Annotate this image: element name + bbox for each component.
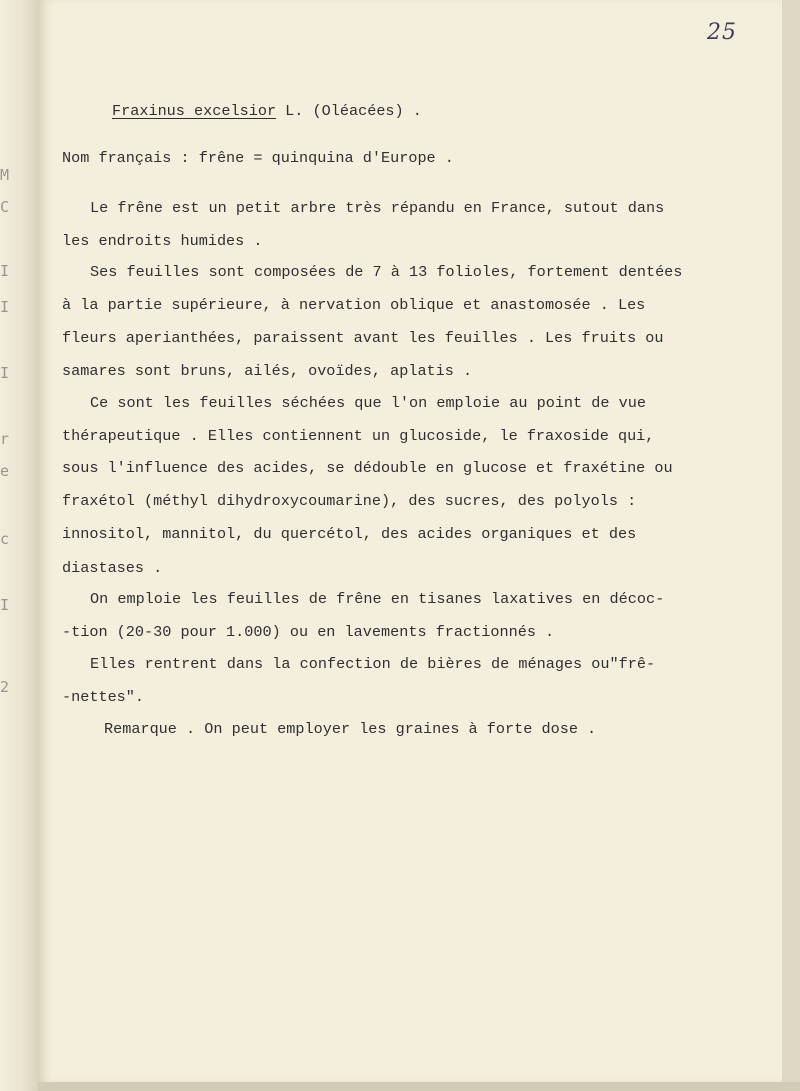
document-title [112,104,422,119]
margin-mark: I [0,262,10,280]
species-name: Fraxinus excelsior [112,102,277,120]
text-line: Elles rentrent dans la confection de bières de ménages ou"frê- [90,655,656,673]
text-line: Ses feuilles sont composées de 7 à 13 folioles, fortement dentées [90,263,683,281]
margin-mark: I [0,596,10,614]
text-line: innositol, mannitol, du quercétol, des acides organiques et des [62,525,637,543]
margin-mark: M [0,166,10,184]
text-line: sous l'influence des acides, se dédouble en glucose et fraxétine ou [62,459,673,477]
title-rest: L. (Oléacées) . [276,102,422,120]
text-line: Le frêne est un petit arbre très répandu en France, sutout dans [90,199,665,217]
text-line: -nettes". [62,688,145,706]
text-line: Nom français : frêne = quinquina d'Europe . [62,149,454,167]
page-number: 25 [707,20,737,45]
margin-mark: I [0,298,10,316]
text-line: les endroits humides . [62,232,263,250]
text-line: On emploie les feuilles de frêne en tisanes laxatives en décoc- [90,590,665,608]
text-line: fleurs aperianthées, paraissent avant les feuilles . Les fruits ou [62,329,664,347]
margin-mark: I [0,364,10,382]
margin-mark: C [0,198,10,216]
margin-mark: c [0,530,10,548]
text-line: Ce sont les feuilles séchées que l'on emploie au point de vue [90,394,646,412]
margin-mark: e [0,462,10,480]
text-line: samares sont bruns, ailés, ovoïdes, aplatis . [62,362,473,380]
text-line: diastases . [62,559,163,577]
previous-page-edge [0,0,39,1091]
page-right-edge [782,0,800,1091]
text-line: thérapeutique . Elles contiennent un glucoside, le fraxoside qui, [62,427,655,445]
text-line: fraxétol (méthyl dihydroxycoumarine), des sucres, des polyols : [62,492,637,510]
margin-mark: r [0,430,10,448]
margin-mark: 2 [0,678,10,696]
text-line: -tion (20-30 pour 1.000) ou en lavements fractionnés . [62,623,555,641]
text-line: Remarque . On peut employer les graines à forte dose . [104,720,597,738]
page-bottom-edge [38,1082,800,1091]
text-line: à la partie supérieure, à nervation oblique et anastomosée . Les [62,296,646,314]
